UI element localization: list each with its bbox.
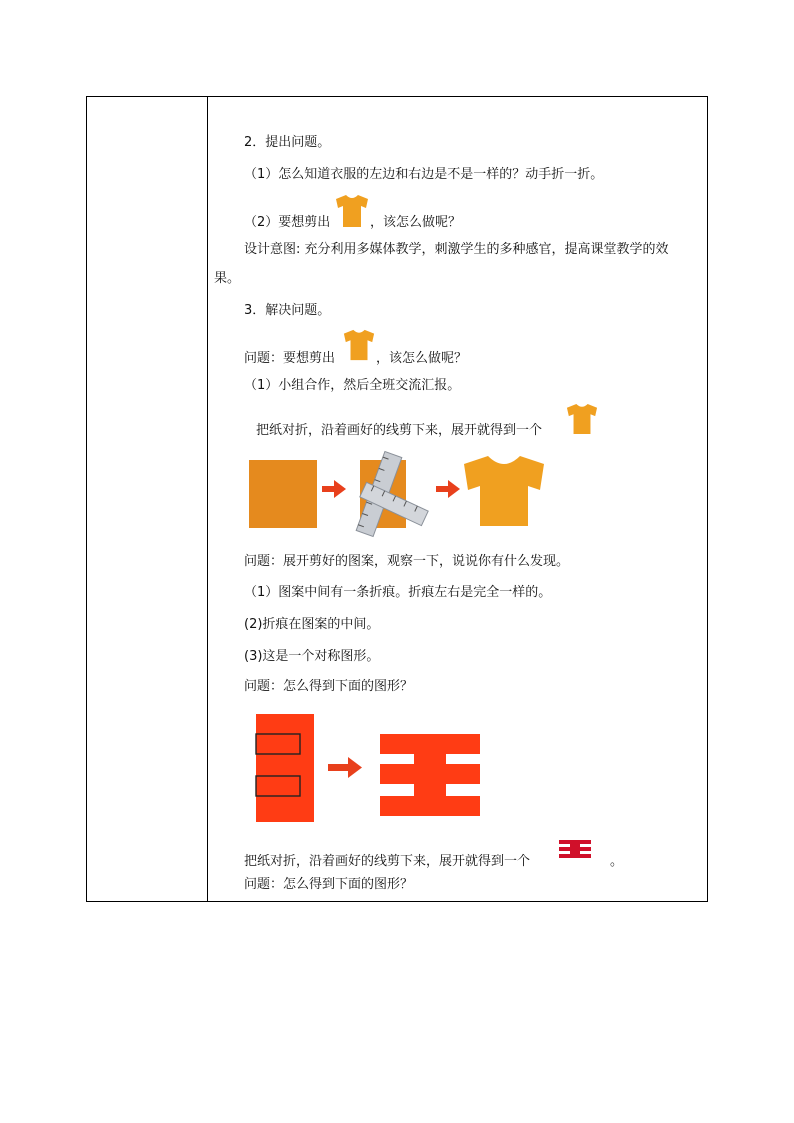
arrow-icon: [328, 757, 362, 778]
fold-cut-illustration: [244, 446, 544, 538]
wang-icon: [557, 838, 593, 860]
fold-instruction-2-end: 。: [610, 854, 624, 869]
table-left-column: [87, 97, 208, 901]
fold-instruction-1: 把纸对折，沿着画好的线剪下来，展开就得到一个: [256, 423, 543, 438]
tshirt-icon: [342, 328, 376, 362]
finding-1: （1）图案中间有一条折痕。折痕左右是完全一样的。: [244, 585, 552, 600]
how-to-question-2: 问题：怎么得到下面的图形？: [244, 877, 414, 892]
finding-3: (3)这是一个对称图形。: [244, 649, 380, 664]
arrow-icon: [436, 480, 460, 498]
folded-red-paper: [256, 714, 314, 822]
problem-prefix: 问题：要想剪出: [244, 351, 336, 366]
paper-square: [249, 460, 317, 528]
question-1: （1）怎么知道衣服的左边和右边是不是一样的？动手折一折。: [244, 167, 604, 182]
tshirt-icon: [565, 403, 599, 435]
design-intent-line-2: 果。: [214, 271, 241, 286]
wang-shape: [380, 734, 480, 816]
how-to-question-1: 问题：怎么得到下面的图形？: [244, 679, 414, 694]
wang-fold-illustration: [252, 712, 492, 824]
problem-suffix: ，该怎么做呢？: [376, 351, 468, 366]
tshirt-icon: [464, 456, 544, 526]
observe-question: 问题：展开剪好的图案，观察一下，说说你有什么发现。: [244, 554, 570, 569]
group-work: （1）小组合作，然后全班交流汇报。: [244, 378, 461, 393]
design-intent-line-1: 设计意图: 充分利用多媒体教学，刺激学生的多种感官，提高课堂教学的效: [244, 242, 669, 257]
fold-instruction-2: 把纸对折，沿着画好的线剪下来，展开就得到一个: [244, 854, 531, 869]
question-2-prefix: （2）要想剪出: [244, 215, 331, 230]
arrow-icon: [322, 480, 346, 498]
section-3-heading: 3．解决问题。: [244, 303, 331, 318]
tshirt-icon: [334, 194, 370, 228]
section-2-heading: 2．提出问题。: [244, 135, 331, 150]
question-2-suffix: ，该怎么做呢？: [370, 215, 462, 230]
finding-2: (2)折痕在图案的中间。: [244, 617, 380, 632]
